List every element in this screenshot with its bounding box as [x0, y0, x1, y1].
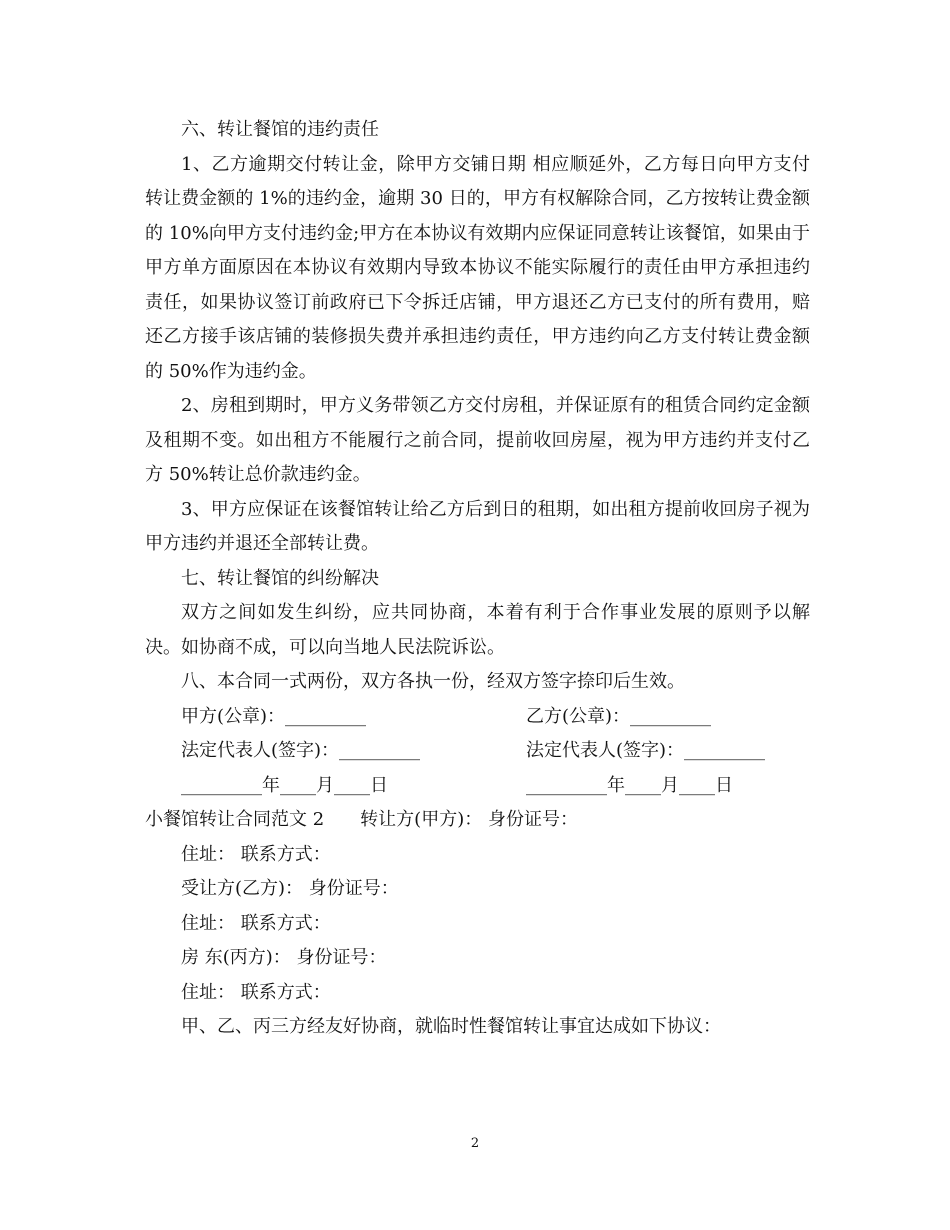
- section-heading-7: 七、转让餐馆的纠纷解决: [181, 567, 379, 589]
- section-heading-6: 六、转让餐馆的违约责任: [181, 119, 379, 140]
- party-b-seal: 乙方(公章)：_________: [526, 705, 712, 727]
- signature-row-seal: [145, 700, 810, 735]
- party-b-line: 受让方(乙方)： 身份证号：: [181, 878, 399, 899]
- party-a-address: 住址： 联系方式：: [181, 843, 331, 865]
- party-a-seal: 甲方(公章)：_________: [181, 705, 367, 727]
- signature-row-representative: [145, 734, 810, 769]
- landlord-line: 房 东(丙方)： 身份证号：: [181, 947, 387, 968]
- template-2-title: 小餐馆转让合同范文 2 转让方(甲方)： 身份证号：: [145, 809, 578, 830]
- paragraph-clause-2: 2、房租到期时，甲方义务带领乙方交付房租，并保证原有的租赁合同约定金额及租期不变。如出租方不能履行之前合同，提前收回房屋，视为甲方违约并支付乙方 50%转让总价款违约金。: [145, 395, 810, 485]
- party-b-representative: 法定代表人(签字)：_________: [526, 740, 766, 761]
- paragraph-clause-3: 3、甲方应保证在该餐馆转让给乙方后到日的租期，如出租方提前收回房子视为甲方违约并退还全部转让费。: [145, 498, 810, 554]
- document-body: [145, 113, 810, 1045]
- paragraph-clause-1: 1、乙方逾期交付转让金，除甲方交铺日期 相应顺延外，乙方每日向甲方支付转让费金额的 1%的违约金，逾期 30 日的，甲方有权解除合同，乙方按转让费金额的 10%向甲方支付违约金;甲方在本协议有效期内应保证同意转让该餐馆，如果由于甲方单方面原因在本协议有效期内导致本协议不能实际履行的责任由甲方承担违约责任，如果协议签订前政府已下令拆迁店铺，甲方退还乙方已支付的所有费用，赔还乙方接手该店铺的装修损失费并承担违约责任，甲方违约向乙方支付转让费金额的 50%作为违约金。: [145, 153, 810, 382]
- agreement-intro: 甲、乙、丙三方经友好协商，就临时性餐馆转让事宜达成如下协议：: [181, 1016, 721, 1037]
- party-a-representative: 法定代表人(签字)：_________: [181, 740, 421, 761]
- party-b-address: 住址： 联系方式：: [181, 912, 331, 934]
- party-b-date: _________年____月____日: [526, 774, 733, 796]
- landlord-address: 住址： 联系方式：: [181, 981, 331, 1003]
- section-heading-8: 八、本合同一式两份，双方各执一份，经双方签字捺印后生效。: [181, 671, 685, 692]
- paragraph-dispute: 双方之间如发生纠纷，应共同协商，本着有利于合作事业发展的原则予以解决。如协商不成，可以向当地人民法院诉讼。: [145, 602, 810, 658]
- party-a-date: _________年____月____日: [181, 774, 388, 796]
- page-number: 2: [470, 1136, 480, 1151]
- signature-row-date: [145, 769, 810, 804]
